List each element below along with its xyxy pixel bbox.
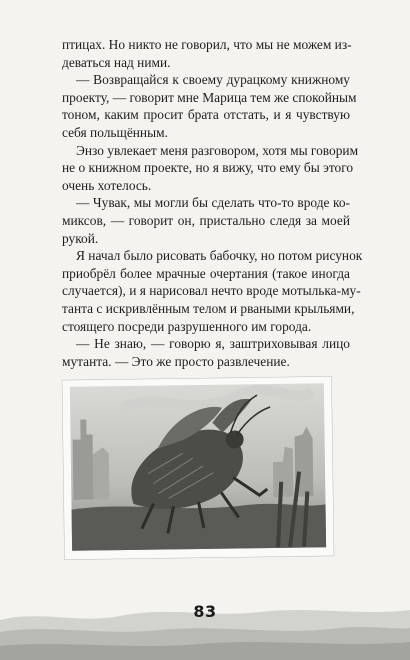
text-line: танта с искривлённым телом и рваными крыльями, (62, 300, 355, 316)
drawing-image (62, 376, 334, 560)
text-line: деваться над ними. (62, 54, 171, 70)
text-line: случается), и я нарисовал нечто вроде мотылька-му- (62, 283, 361, 299)
text-line: не о книжном проекте, но я вижу, что ему бы этого (62, 160, 354, 176)
landscape-footer (0, 590, 410, 660)
text-line: стоящего посреди разрушенного им города. (62, 318, 312, 334)
moth-mutant-drawing (62, 376, 334, 560)
text-line: проекту, — говорит мне Марица тем же спокойным (62, 89, 357, 105)
text-line: Я начал было рисовать бабочку, но потом рисунок (76, 248, 363, 264)
body-text (62, 36, 363, 370)
text-line: Энзо увлекает меня разговором, хотя мы говорим (76, 142, 359, 158)
text-line: птицах. Но никто не говорил, что мы не можем из- (62, 37, 352, 52)
text-line: себя польщённым. (62, 124, 168, 140)
page-number: 83 (193, 602, 217, 621)
text-line: мутанта. — Это же просто развлечение. (62, 353, 290, 369)
text-line: рукой. (62, 230, 99, 246)
text-line: приобрёл более мрачные очертания (такое иногда (62, 265, 350, 281)
hills-illustration (0, 590, 410, 660)
text-line: — Чувак, мы могли бы сделать что-то вроде ко- (76, 195, 350, 211)
text-line: миксов, — говорит он, пристально следя за моей (62, 212, 350, 228)
text-line: тоном, каким просит брата отстать, и я чувствую (62, 107, 350, 123)
text-line: очень хотелось. (62, 177, 152, 193)
text-line: — Возвращайся к своему дурацкому книжному (76, 72, 350, 88)
text-line: — Не знаю, — говорю я, заштриховывая лицо (76, 336, 350, 352)
